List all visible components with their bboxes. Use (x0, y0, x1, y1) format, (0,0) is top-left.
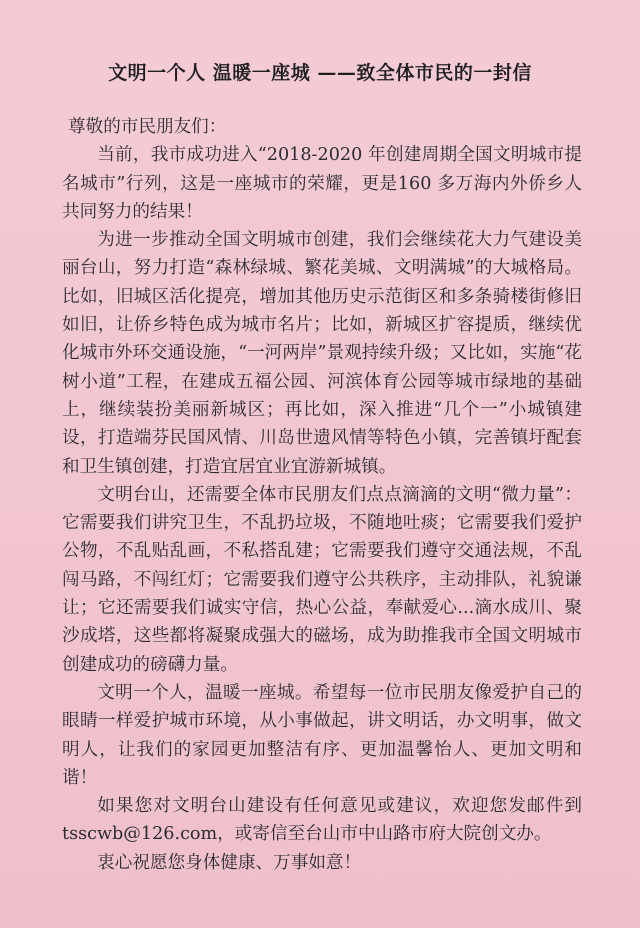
letter-closing: 衷心祝愿您身体健康、万事如意！ (97, 852, 362, 873)
letter-greeting: 尊敬的市民朋友们： (68, 117, 227, 137)
paragraph-intro: 当前，我市成功进入“2018-2020 年创建周期全国文明城市提名城市”行列，这是一座城市的荣耀，更是160 多万海内外侨乡人共同努力的结果！ (62, 145, 582, 222)
paragraph-city-plans: 为进一步推动全国文明城市创建，我们会继续花大力气建设美丽台山，努力打造“森林绿城、繁花美城、文明满城”的大城格局。比如，旧城区活化提亮，增加其他历史示范街区和多条骑楼街修旧如旧，让侨乡特色成为城市名片；比如，新城区扩容提质，继续优化城市外环交通设施，“一河两岸”景观持续升级；又比如，实施“花树小道”工程，在建成五福公园、河滨体育公园等城市绿地的基础上，继续装扮美丽新城区；再比如，深入推进“几个一”小城镇建设，打造端芬民国风情、川岛世遗风情等特色小镇，完善镇圩配套和卫生镇创建，打造宜居宜业宜游新城镇。 (62, 230, 582, 477)
paragraph-appeal: 文明一个人，温暖一座城。希望每一位市民朋友像爱护自己的眼睛一样爱护城市环境，从小事做起，讲文明话，办文明事，做文明人，让我们的家园更加整洁有序、更加温馨怡人、更加文明和谐！ (62, 682, 582, 788)
paragraph-contact: 如果您对文明台山建设有任何意见或建议，欢迎您发邮件到 tsscwb@126.com，或寄信至台山市中山路市府大院创文办。 (62, 796, 582, 845)
paragraph-civic-behavior: 文明台山，还需要全体市民朋友们点点滴滴的文明“微力量”：它需要我们讲究卫生，不乱扔垃圾，不随地吐痰；它需要我们爱护公物，不乱贴乱画，不私搭乱建；它需要我们遵守交通法规，不乱闯马路，不闯红灯；它需要我们遵守公共秩序，主动排队，礼貌谦让；它还需要我们诚实守信，热心公益，奉献爱心...滴水成川、聚沙成塔，这些都将凝聚成强大的磁场，成为助推我市全国文明城市创建成功的磅礴力量。 (62, 484, 582, 675)
letter-title: 文明一个人 温暖一座城 ——致全体市民的一封信 (108, 62, 532, 84)
letter-body (62, 113, 582, 877)
